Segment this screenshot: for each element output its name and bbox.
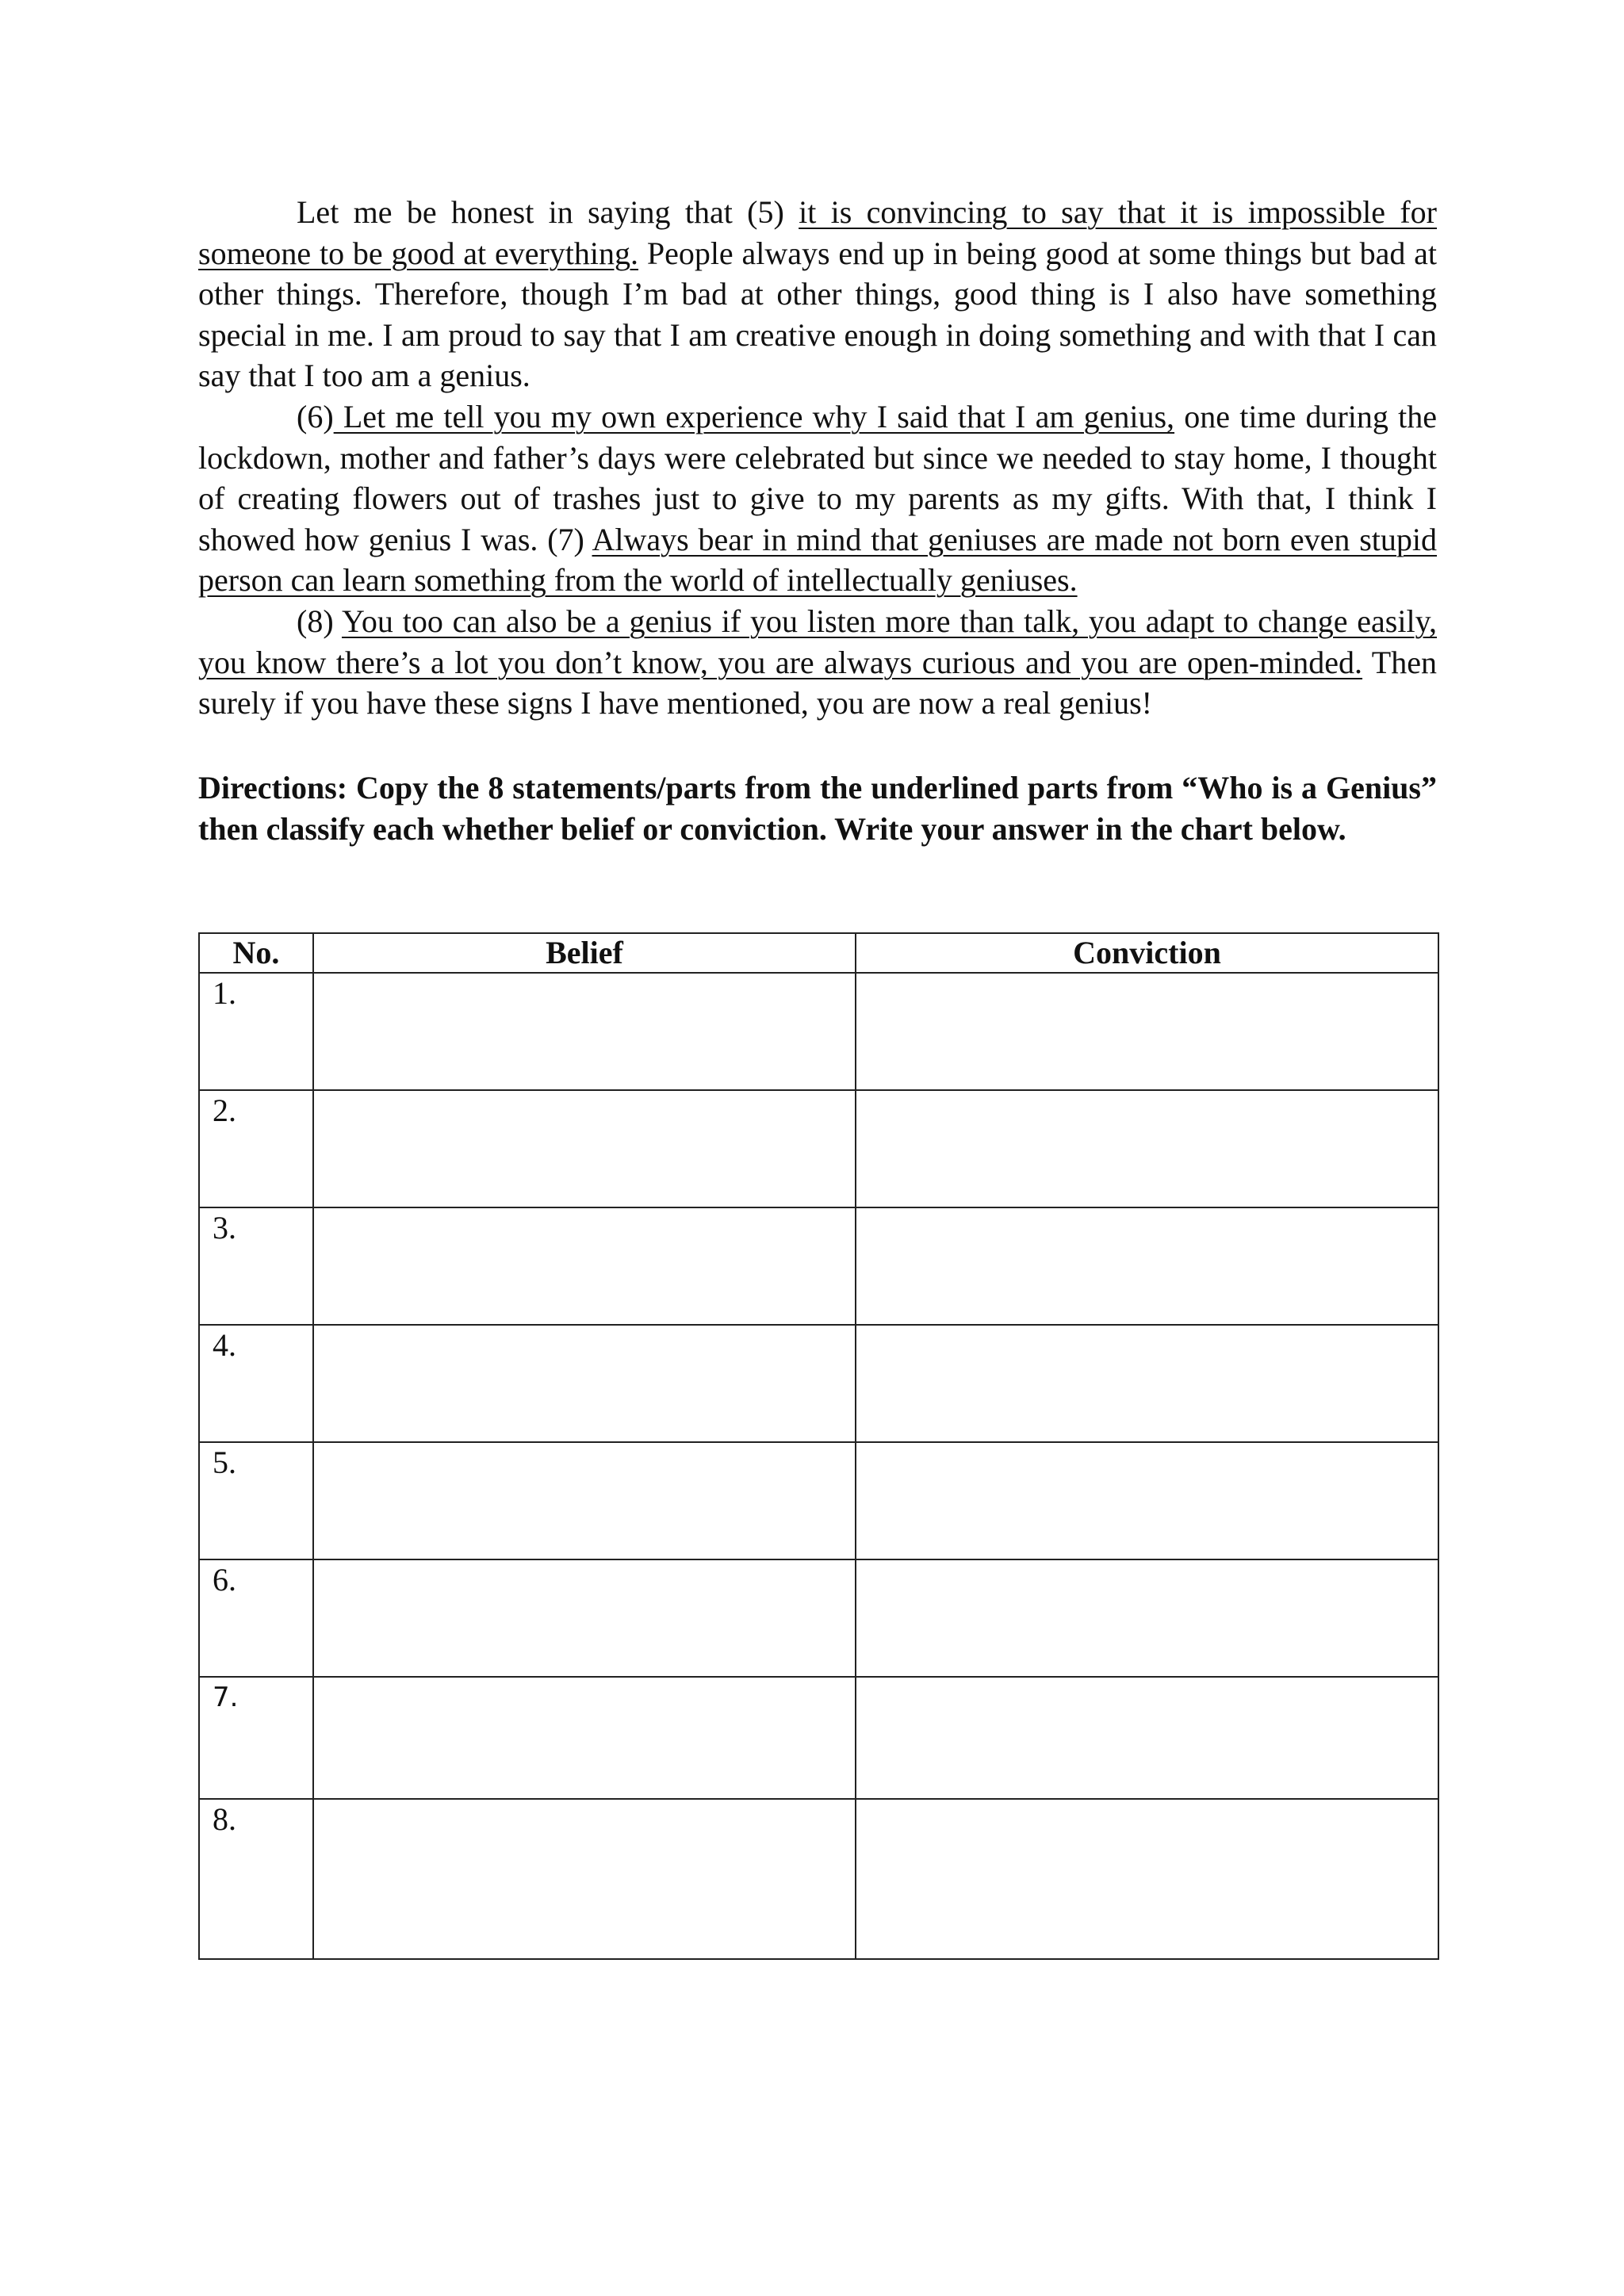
conviction-cell[interactable] [856, 1677, 1438, 1799]
row-number: 1. [199, 973, 313, 1090]
table-row [199, 1325, 1438, 1442]
belief-cell[interactable] [313, 1442, 856, 1559]
row-number: 8. [199, 1799, 313, 1959]
header-belief: Belief [313, 933, 856, 973]
paragraph-6-rest: one time during the lockdown, mother and father’s days were celebrated but since we needed to stay home, I thought of creating flowers out of trashes just to give to my parents as my gifts. With that, I think I showed how genius I was. (7) [198, 399, 1437, 557]
answer-chart [198, 932, 1439, 1960]
conviction-cell[interactable] [856, 1799, 1438, 1959]
underlined-statement-6: Let me tell you my own experience why I said that I am genius, [333, 399, 1175, 434]
row-number: 7. [199, 1677, 313, 1799]
paragraph-5 [198, 192, 1437, 396]
table-row [199, 973, 1438, 1090]
header-conviction: Conviction [856, 933, 1438, 973]
paragraph-5-rest: People always end up in being good at some things but bad at other things. Therefore, though I’m bad at other things, good thing is I also have something special in me. I am proud to say that I am creative enough in doing something and with that I can say that I too am a genius. [198, 235, 1437, 394]
belief-cell[interactable] [313, 1799, 856, 1959]
belief-cell[interactable] [313, 1677, 856, 1799]
table-row [199, 1207, 1438, 1325]
paragraph-5-lead: Let me be honest in saying that (5) [297, 194, 799, 230]
directions-text: Directions: Copy the 8 statements/parts from the underlined parts from “Who is a Genius” then classify each whether belief or conviction. Write your answer in the chart below. [198, 770, 1437, 847]
chart-header-row [199, 933, 1438, 973]
underlined-statement-5: it is convincing to say that it is impossible for someone to be good at everything. [198, 194, 1437, 271]
paragraph-8-lead: (8) [297, 603, 342, 639]
underlined-statement-8: You too can also be a genius if you listen more than talk, you adapt to change easily, you know there’s a lot you don’t know, you are always curious and you are open-minded. [198, 603, 1437, 680]
table-row [199, 1559, 1438, 1677]
table-row [199, 1799, 1438, 1959]
belief-cell[interactable] [313, 1325, 856, 1442]
conviction-cell[interactable] [856, 1090, 1438, 1207]
header-no: No. [199, 933, 313, 973]
paragraph-8 [198, 601, 1437, 724]
row-number: 2. [199, 1090, 313, 1207]
conviction-cell[interactable] [856, 1325, 1438, 1442]
table-row [199, 1442, 1438, 1559]
table-row [199, 1090, 1438, 1207]
conviction-cell[interactable] [856, 1559, 1438, 1677]
underlined-statement-7: Always bear in mind that geniuses are made not born even stupid person can learn something from the world of intellectually geniuses. [198, 521, 1437, 599]
paragraph-6-7 [198, 396, 1437, 601]
row-number: 5. [199, 1442, 313, 1559]
row-number: 3. [199, 1207, 313, 1325]
belief-cell[interactable] [313, 1207, 856, 1325]
row-number: 6. [199, 1559, 313, 1677]
belief-cell[interactable] [313, 1090, 856, 1207]
conviction-cell[interactable] [856, 1442, 1438, 1559]
table-row [199, 1677, 1438, 1799]
paragraph-8-rest: Then surely if you have these signs I have mentioned, you are now a real genius! [198, 644, 1437, 721]
row-number: 4. [199, 1325, 313, 1442]
paragraph-6-lead: (6) [297, 399, 334, 434]
belief-cell[interactable] [313, 1559, 856, 1677]
conviction-cell[interactable] [856, 1207, 1438, 1325]
belief-cell[interactable] [313, 973, 856, 1090]
conviction-cell[interactable] [856, 973, 1438, 1090]
